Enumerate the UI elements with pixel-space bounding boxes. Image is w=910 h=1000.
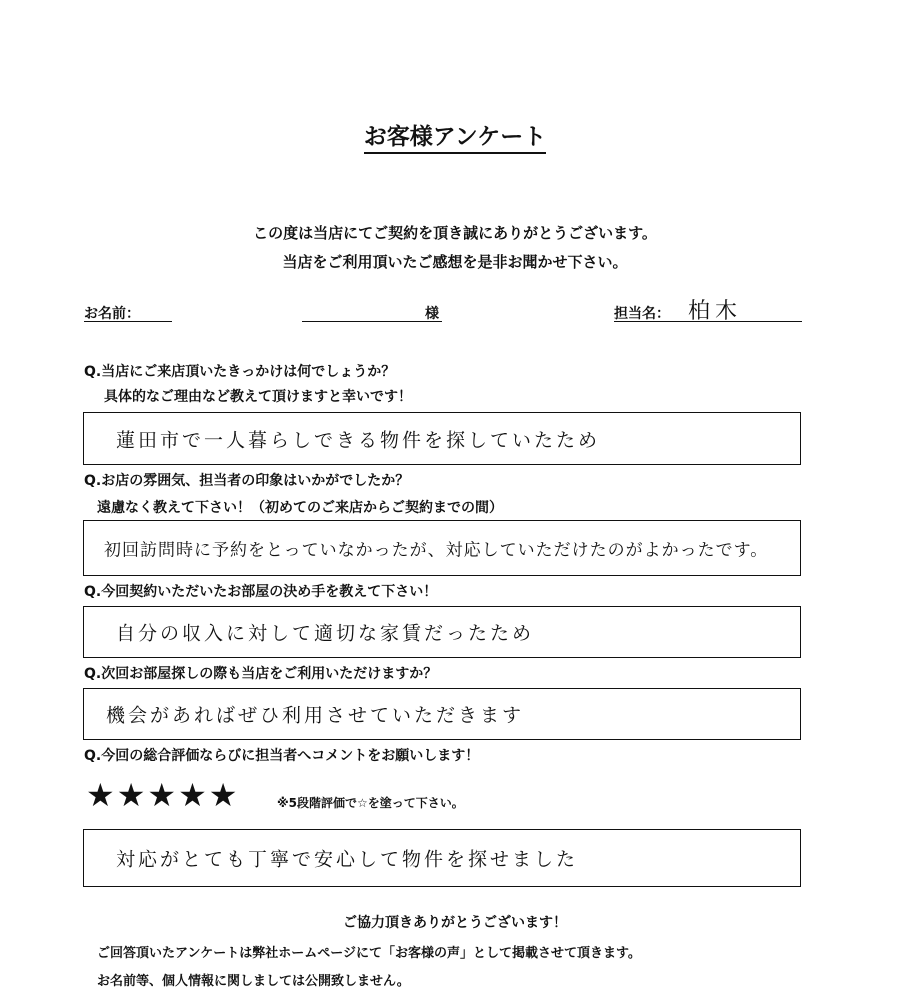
intro-line-1: この度は当店にてご契約を頂き誠にありがとうございます。: [253, 224, 657, 242]
question-3-line-1: Q.今回契約いただいたお部屋の決め手を教えて下さい！: [84, 584, 438, 600]
staff-label: 担当名：: [614, 306, 670, 322]
question-1-line-2: 具体的なご理由など教えて頂けますと幸いです！: [104, 389, 412, 405]
footer-line-1: ご回答頂いたアンケートは弊社ホームページにて「お客様の声」として掲載させて頂きます。: [97, 946, 641, 961]
thanks-message: ご協力頂きありがとうございます！: [343, 915, 567, 931]
footer-line-2: お名前等、個人情報に関しましては公開致しません。: [97, 974, 410, 989]
answer-box-2[interactable]: [83, 520, 801, 576]
answer-1-text: 蓮田市で一人暮らしできる物件を探していたため: [116, 429, 601, 451]
staff-value[interactable]: 柏木: [688, 299, 743, 324]
answer-box-5[interactable]: [83, 829, 801, 887]
answer-box-1[interactable]: [83, 412, 801, 465]
answer-box-3[interactable]: [83, 606, 801, 658]
question-1-line-1: Q.当店にご来店頂いたきっかけは何でしょうか？: [84, 364, 396, 380]
question-2-line-1: Q.お店の雰囲気、担当者の印象はいかがでしたか？: [84, 473, 410, 489]
rating-note: ※5段階評価で☆を塗って下さい。: [277, 796, 464, 810]
staff-underline: [614, 321, 802, 322]
name-suffix: 様: [425, 306, 439, 322]
question-2-line-2: 遠慮なく教えて下さい！（初めてのご来店からご契約までの間）: [97, 500, 503, 516]
name-field[interactable]: [302, 321, 442, 322]
answer-box-4[interactable]: [83, 688, 801, 740]
answer-2-text: 初回訪問時に予約をとっていなかったが、対応していただけたのがよかったです。: [104, 540, 769, 561]
answer-3-text: 自分の収入に対して適切な家賃だったため: [116, 622, 535, 645]
name-label: お名前：: [84, 306, 140, 322]
question-4-line-1: Q.次回お部屋探しの際も当店をご利用いただけますか？: [84, 666, 438, 682]
page-title: [0, 118, 910, 151]
question-5-line-1: Q.今回の総合評価ならびに担当者へコメントをお願いします！: [84, 748, 480, 764]
title-text: お客様アンケート: [364, 124, 547, 154]
intro-line-2: 当店をご利用頂いたご感想を是非お聞かせ下さい。: [282, 253, 628, 271]
name-underline-left: [84, 321, 172, 322]
answer-4-text: 機会があればぜひ利用させていただきます: [106, 704, 525, 727]
answer-5-text: 対応がとても丁寧で安心して物件を探せました: [116, 848, 579, 871]
star-rating[interactable]: ★★★★★: [86, 776, 240, 814]
